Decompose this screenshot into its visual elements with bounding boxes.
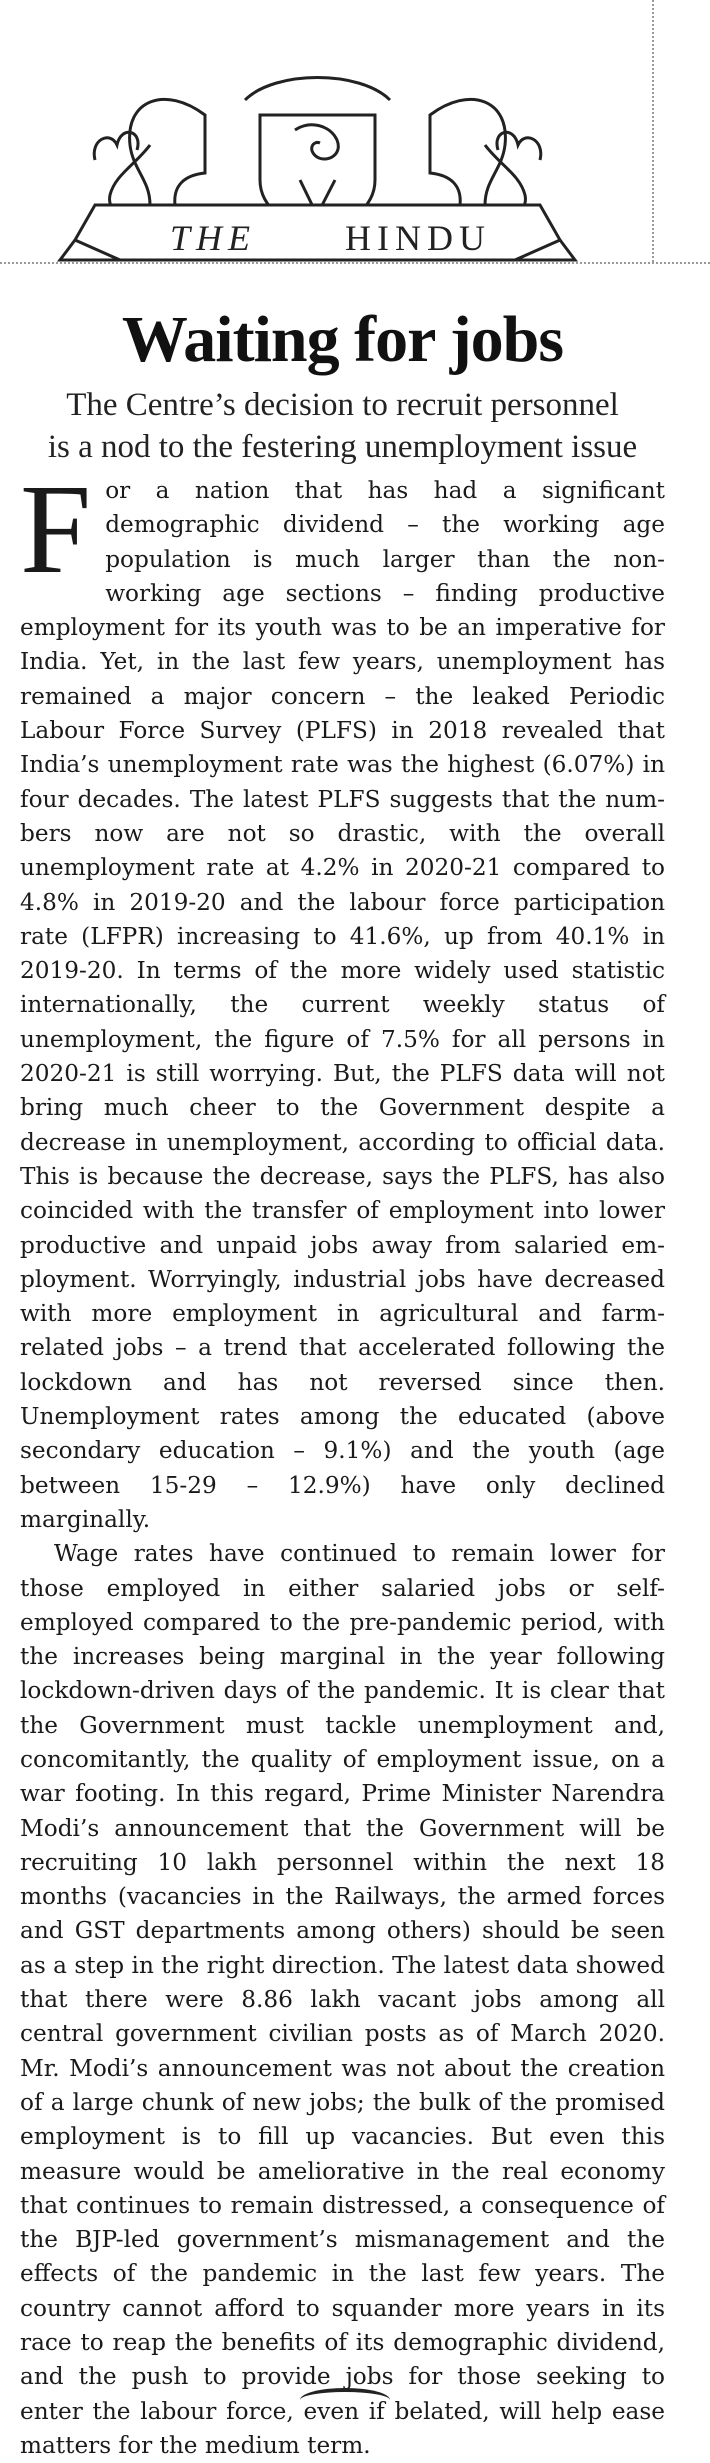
cut-line-vertical bbox=[652, 0, 654, 262]
standfirst-line-2: is a nod to the festering unemployment issue bbox=[47, 429, 638, 465]
left-elephant-icon bbox=[130, 99, 205, 205]
headline: Waiting for jobs bbox=[121, 303, 564, 376]
paragraph-1 bbox=[20, 458, 665, 1537]
bottom-ornament bbox=[300, 2388, 390, 2412]
standfirst-line-1: The Centre’s decision to recruit personnel bbox=[66, 387, 619, 423]
paragraph-2: Wage rates have continued to remain lower for those employed in either salaried jobs or self-employed compared to the pre-pandemic period, with the increases being marginal in the year following lockdown-driven days of the pandemic. It is clear that the Government must tackle unemployment and, concomitantly, the quality of employment issue, on a war footing. In this regard, Prime Minister Narendra Modi’s announcement that the Government will be recruiting 10 lakh personnel within the next 18 months (vacancies in the Railways, the armed forces and GST departments among others) should be seen as a step in the right direction. The latest data showed that there were 8.86 lakh vacant jobs among all central government civilian posts as of March 2020. Mr. Modi’s announcement was not about the creation of a large chunk of new jobs; the bulk of the promised employment is to fill up vacancies. But even this measure would be ameliorative in the real economy that continues to remain distressed, a consequence of the BJP-led government’s mismanagement and the effects of the pandemic in the last few years. The country cannot afford to squander more years in its race to reap the benefits of its demographic dividend, and the push to provide jobs for those seeking to enter the labour force, even if belated, will help ease matters for the medium term. bbox=[20, 1540, 665, 2459]
masthead-hindu: HINDU bbox=[345, 218, 491, 258]
standfirst bbox=[20, 384, 665, 468]
masthead-logo bbox=[55, 45, 580, 280]
masthead-the: THE bbox=[170, 218, 257, 258]
article-body bbox=[20, 458, 665, 2463]
editorial-article bbox=[20, 300, 665, 2463]
drop-cap: F bbox=[20, 458, 92, 600]
right-elephant-icon bbox=[430, 99, 505, 205]
paragraph-1-text: or a nation that has had a significant demographic dividend – the working age population is much larger than the non-working age sections – finding productive employment for its youth was to be an imperative for India. Yet, in the last few years, unemployment has remained a major concern – the leaked Periodic Labour Force Survey (PLFS) in 2018 revealed that India’s unemployment rate was the highest (6.07%) in four decades. The latest PLFS suggests that the numbers now are not so drastic, with the overall unemployment rate at 4.2% in 2020-21 compared to 4.8% in 2019-20 and the labour force participation rate (LFPR) increasing to 41.6%, up from 40.1% in 2019-20. In terms of the more widely used statistic internationally, the current weekly status of unemployment, the figure of 7.5% for all persons in 2020-21 is still worrying. But, the PLFS data will not bring much cheer to the Government despite a decrease in unemployment, according to official data. This is because the decrease, says the PLFS, has also coincided with the transfer of employment into lower productive and unpaid jobs away from salaried employment. Worryingly, industrial jobs have decreased with more employment in agricultural and farm-related jobs – a trend that accelerated following the lockdown and has not reversed since then. Unemployment rates among the educated (above secondary education – 9.1%) and the youth (age between 15-29 – 12.9%) have only declined marginally. bbox=[20, 477, 665, 1533]
